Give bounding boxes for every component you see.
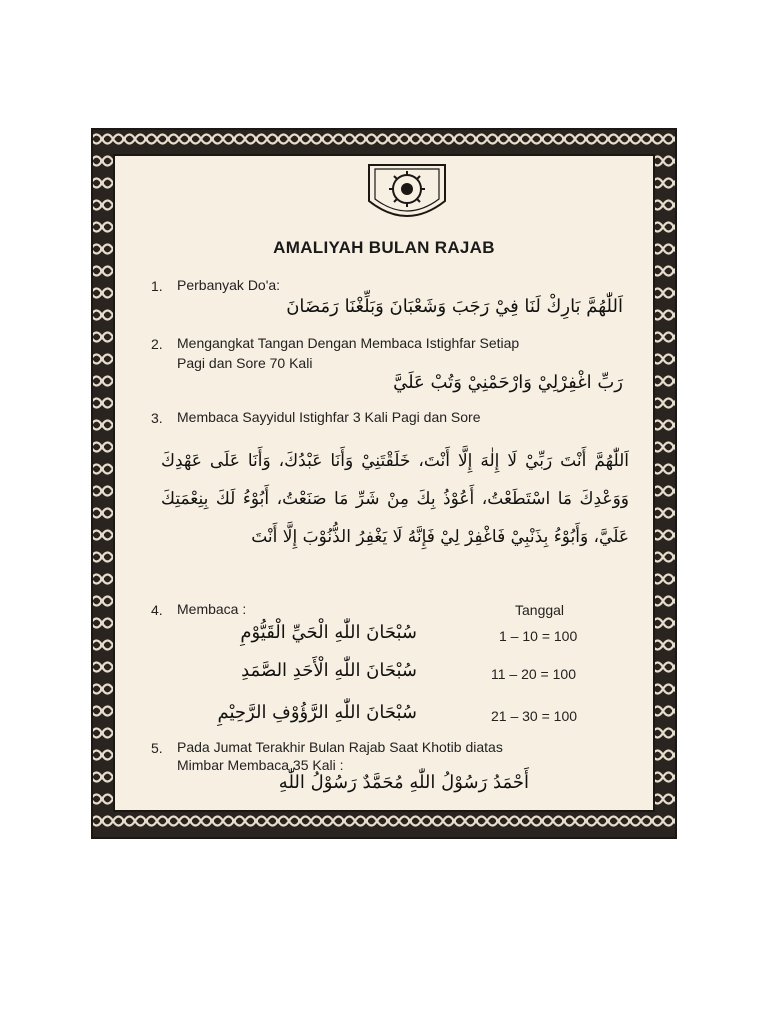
- date-header: Tanggal: [515, 602, 565, 618]
- item-2-text-line2: Pagi dan Sore 70 Kali: [177, 355, 313, 371]
- item-5-arabic: أَحْمَدُ رَسُوْلُ اللّٰهِ مُحَمَّدٌ رَسُوْلُ اللّٰهِ: [278, 772, 529, 793]
- item-2-text-line1: Mengangkat Tangan Dengan Membaca Istighfar Setiap: [177, 335, 520, 351]
- item-4-row-2-date: 11 – 20 = 100: [491, 666, 576, 682]
- item-4-row-3-date: 21 – 30 = 100: [491, 708, 578, 724]
- item-4-number: 4.: [151, 602, 163, 618]
- item-4-row-1-date: 1 – 10 = 100: [499, 628, 578, 644]
- ornamental-frame: [91, 128, 677, 839]
- page-title: AMALIYAH BULAN RAJAB: [273, 238, 495, 257]
- item-1-text: Perbanyak Do'a:: [177, 277, 281, 293]
- item-1-arabic: اَللّٰهُمَّ بَارِكْ لَنَا فِيْ رَجَبَ وَشَعْبَانَ وَبَلِّغْنَا رَمَضَانَ: [286, 296, 623, 317]
- item-4-text: Membaca :: [177, 601, 247, 617]
- item-5-number: 5.: [151, 740, 163, 756]
- item-2-number: 2.: [151, 336, 163, 352]
- content-panel: [113, 154, 655, 812]
- item-3-number: 3.: [151, 410, 163, 426]
- item-5-text-line1: Pada Jumat Terakhir Bulan Rajab Saat Khotib diatas: [177, 739, 503, 755]
- emblem-icon: [365, 161, 449, 225]
- item-3-text: Membaca Sayyidul Istighfar 3 Kali Pagi dan Sore: [177, 409, 481, 425]
- item-3-arabic: اَللّٰهُمَّ أَنْتَ رَبِّيْ لَا إِلٰهَ إِلَّا أَنْتَ، خَلَقْتَنِيْ وَأَنَا عَبْدُكَ، وَأَنَا عَلَى عَهْدِكَ وَوَعْدِكَ مَا اسْتَطَعْتُ، أَعُوْذُ بِكَ مِنْ شَرِّ مَا صَنَعْتُ، أَبُوْءُ لَكَ بِنِعْمَتِكَ عَلَيَّ، وَأَبُوْءُ بِذَنْبِيْ فَاغْفِرْ لِيْ فَإِنَّهُ لَا يَغْفِرُ الذُّنُوْبَ إِلَّا أَنْتَ: [161, 451, 629, 547]
- item-4-row-2-arabic: سُبْحَانَ اللّٰهِ الْأَحَدِ الصَّمَدِ: [241, 660, 417, 681]
- item-5-text-line2: Mimbar Membaca 35 Kali :: [177, 757, 344, 773]
- item-4-row-3-arabic: سُبْحَانَ اللّٰهِ الرَّؤُوْفِ الرَّحِيْمِ: [217, 702, 417, 723]
- item-1-number: 1.: [151, 278, 163, 294]
- item-4-row-1-arabic: سُبْحَانَ اللّٰهِ الْحَيِّ الْقَيُّوْمِ: [240, 622, 417, 643]
- item-2-arabic: رَبِّ اغْفِرْلِيْ وَارْحَمْنِيْ وَتُبْ عَلَيَّ: [393, 372, 623, 393]
